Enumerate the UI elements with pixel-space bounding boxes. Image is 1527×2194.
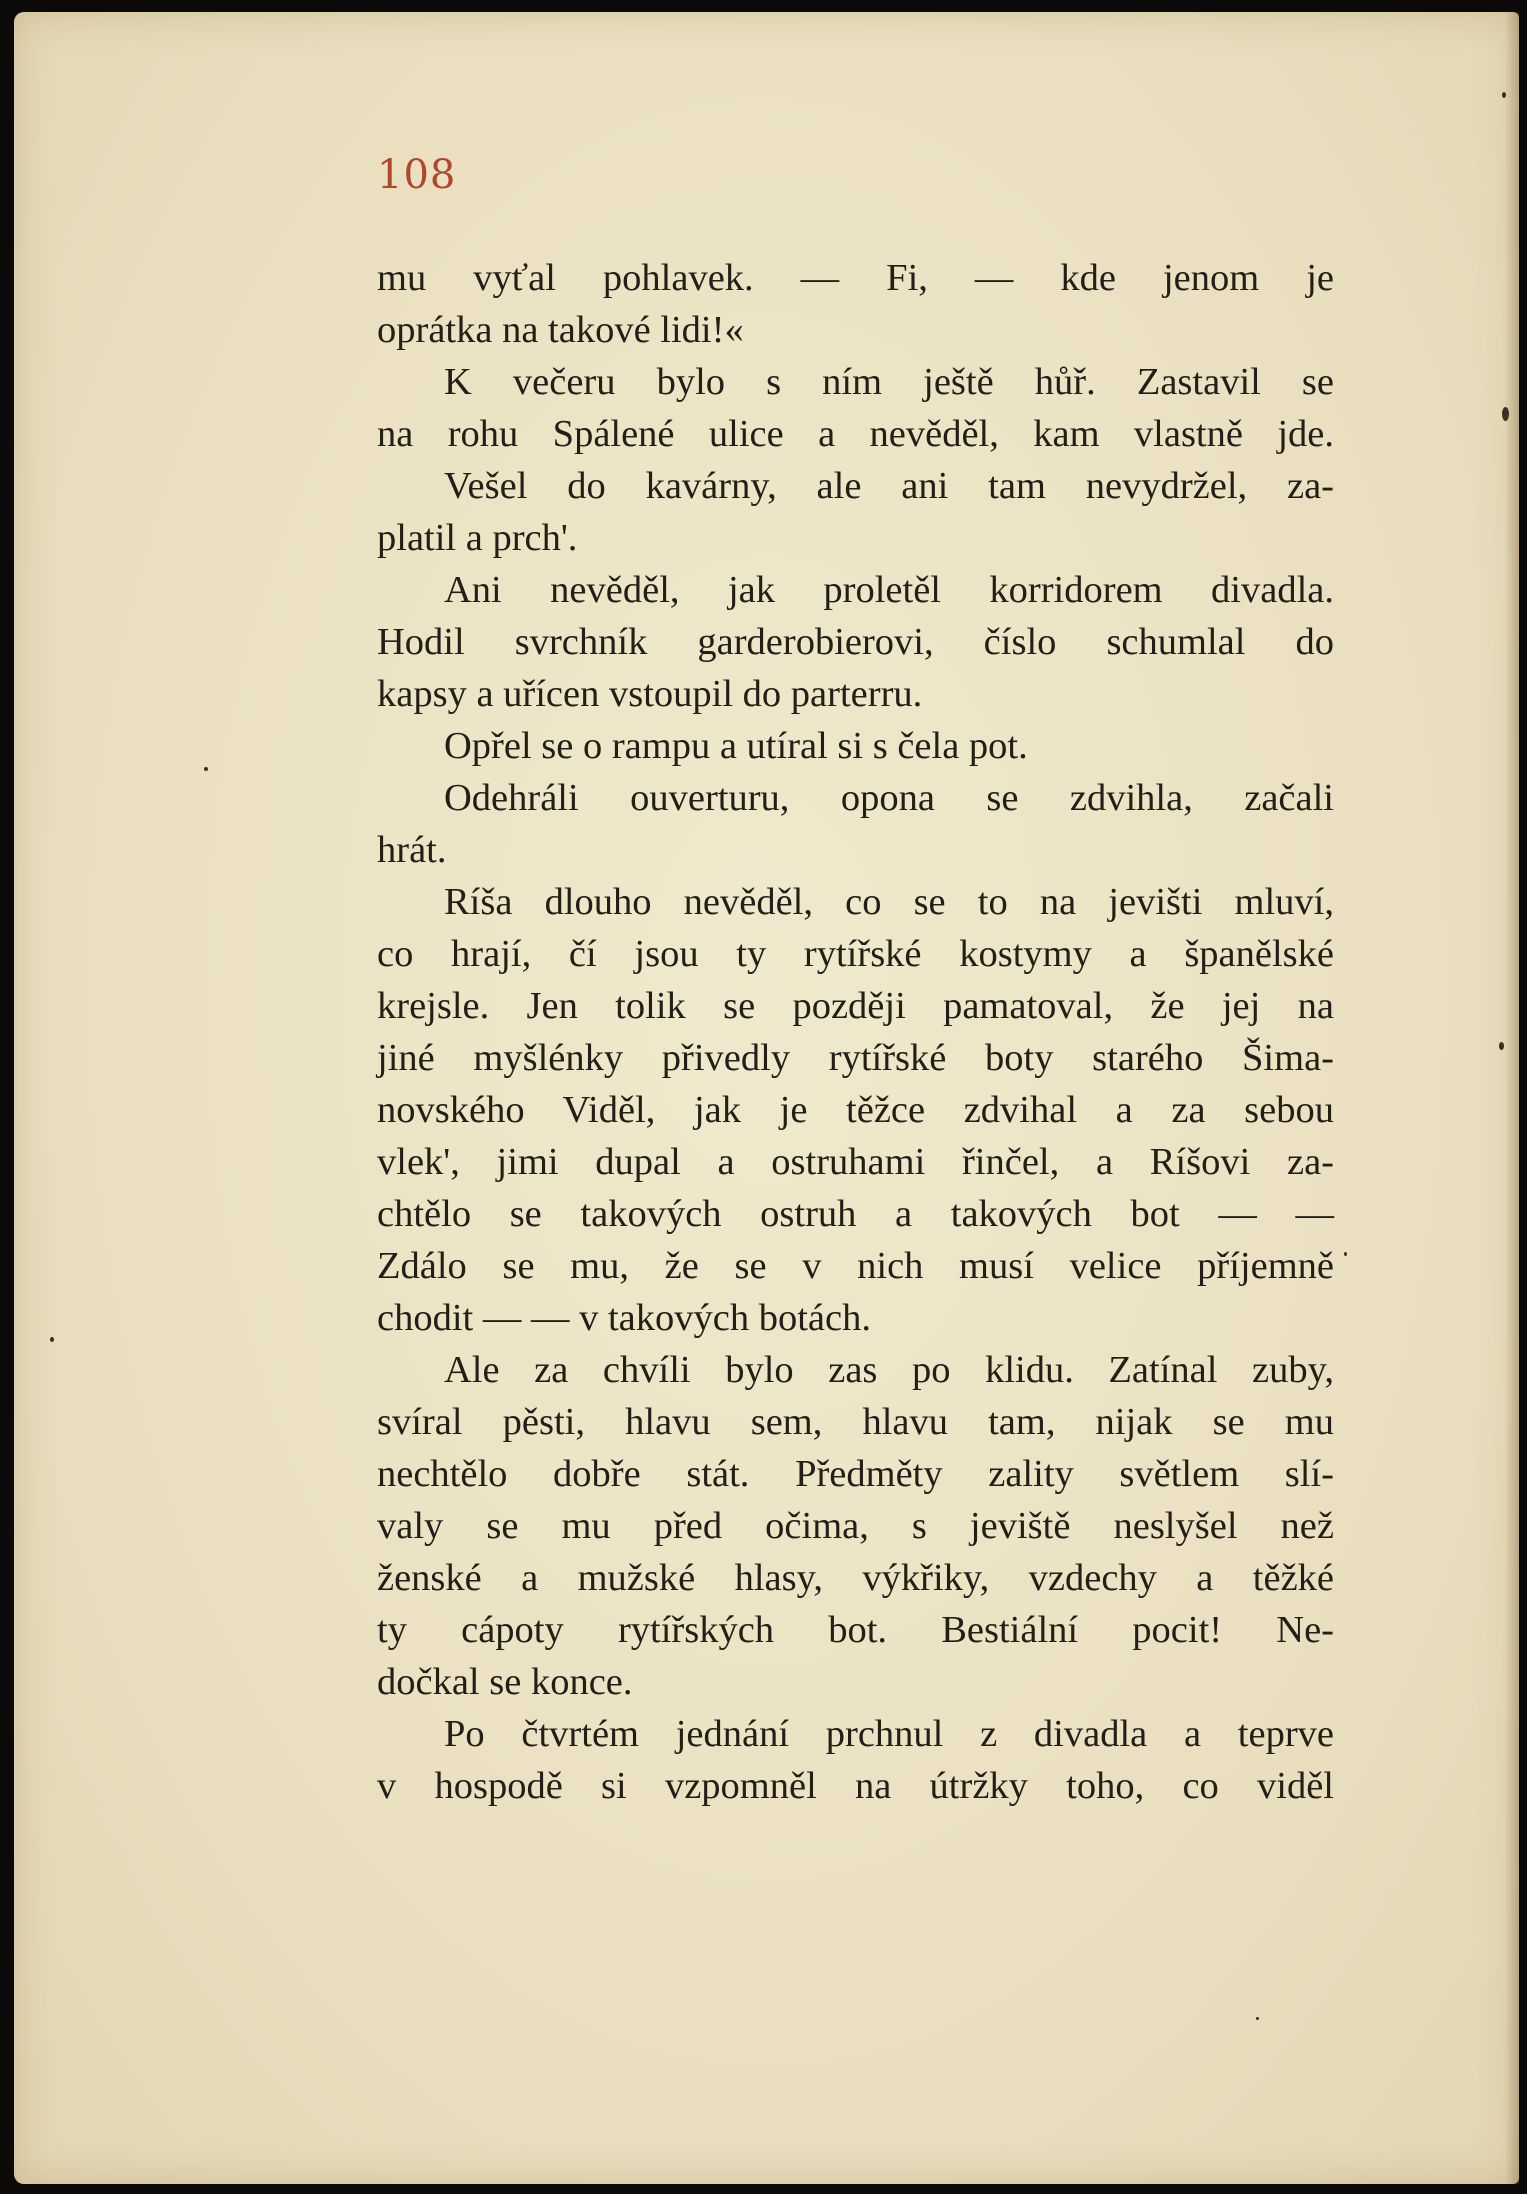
text-line: chodit — — v takových botách.	[377, 1297, 871, 1339]
text-line: Vešel do kavárny, ale ani tam nevydržel, za-	[444, 465, 1334, 507]
text-line: Po čtvrtém jednání prchnul z divadla a teprve	[444, 1713, 1334, 1755]
text-line: vlek', jimi dupal a ostruhami řinčel, a Ríšovi za-	[377, 1141, 1334, 1183]
text-line: Ani nevěděl, jak proletěl korridorem divadla.	[444, 569, 1334, 611]
text-line: Ale za chvíli bylo zas po klidu. Zatínal zuby,	[444, 1349, 1334, 1391]
text-line: ty cápoty rytířských bot. Bestiální pocit! Ne-	[377, 1609, 1334, 1651]
text-line: na rohu Spálené ulice a nevěděl, kam vlastně jde.	[377, 413, 1334, 455]
page-number: 108	[377, 152, 457, 198]
text-line: chtělo se takových ostruh a takových bot — —	[377, 1193, 1334, 1235]
text-line: Zdálo se mu, že se v nich musí velice příjemně	[377, 1245, 1334, 1287]
text-line: v hospodě si vzpomněl na útržky toho, co viděl	[377, 1765, 1334, 1807]
paper-speck	[1502, 92, 1506, 98]
text-line: jiné myšlénky přivedly rytířské boty starého Šima-	[377, 1037, 1334, 1079]
paper-speck	[50, 1337, 54, 1342]
text-line: oprátka na takové lidi!«	[377, 309, 744, 351]
text-line: novského Viděl, jak je těžce zdvihal a za sebou	[377, 1089, 1334, 1131]
paper-speck	[1499, 1042, 1504, 1050]
text-line: Opřel se o rampu a utíral si s čela pot.	[444, 725, 1028, 767]
paper-speck	[1344, 1252, 1347, 1256]
text-line: Hodil svrchník garderobierovi, číslo schumlal do	[377, 621, 1334, 663]
page-edge-shadow	[1505, 12, 1519, 2184]
text-line: mu vyťal pohlavek. — Fi, — kde jenom je	[377, 257, 1334, 299]
text-line: nechtělo dobře stát. Předměty zality světlem slí-	[377, 1453, 1334, 1495]
body-text	[377, 252, 1334, 1812]
text-line: Odehráli ouverturu, opona se zdvihla, začali	[444, 777, 1334, 819]
text-line: co hrají, čí jsou ty rytířské kostymy a španělské	[377, 933, 1334, 975]
text-line: krejsle. Jen tolik se později pamatoval, že jej na	[377, 985, 1334, 1027]
paper-speck	[204, 767, 208, 771]
text-line: svíral pěsti, hlavu sem, hlavu tam, nijak se mu	[377, 1401, 1334, 1443]
text-line: valy se mu před očima, s jeviště neslyšel než	[377, 1505, 1334, 1547]
text-line: ženské a mužské hlasy, výkřiky, vzdechy a těžké	[377, 1557, 1334, 1599]
text-line: hrát.	[377, 829, 447, 871]
paper-speck	[1256, 2017, 1259, 2020]
text-line: kapsy a uřícen vstoupil do parterru.	[377, 673, 923, 715]
paper-speck	[1502, 407, 1509, 421]
text-line: K večeru bylo s ním ještě hůř. Zastavil se	[444, 361, 1334, 403]
book-page	[14, 12, 1519, 2184]
text-line: dočkal se konce.	[377, 1661, 633, 1703]
text-line: Ríša dlouho nevěděl, co se to na jevišti mluví,	[444, 881, 1334, 923]
text-line: platil a prch'.	[377, 517, 578, 559]
